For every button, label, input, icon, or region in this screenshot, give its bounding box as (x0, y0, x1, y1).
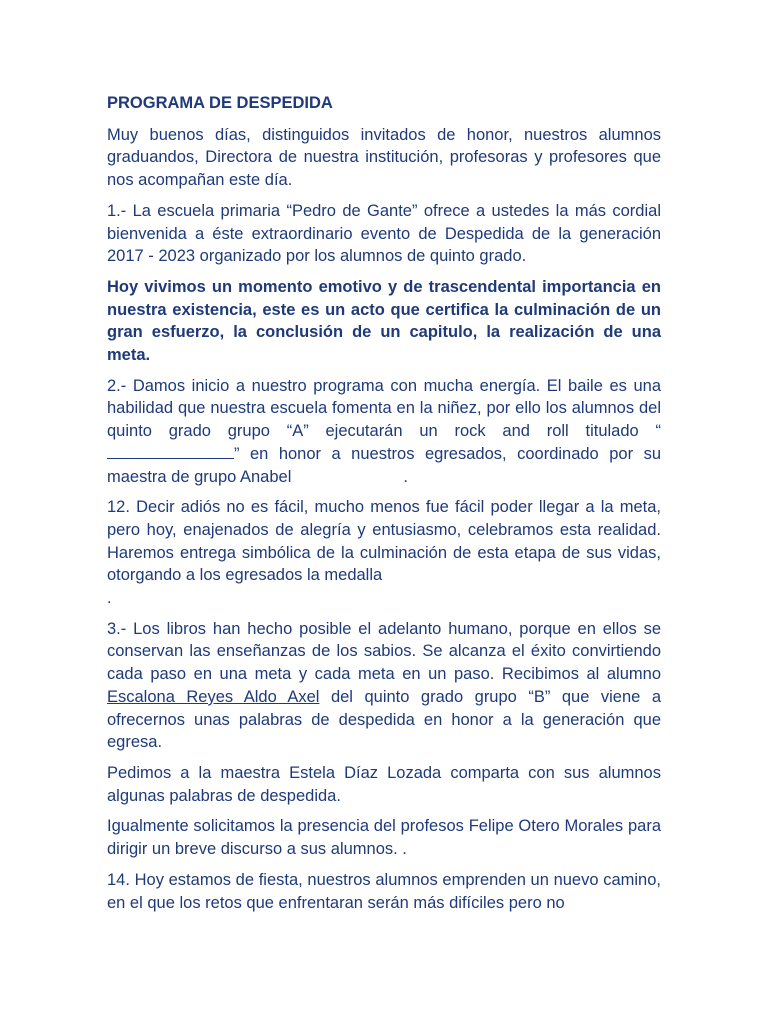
books-text-end: del quinto grado grupo “B” que viene a ofrecernos unas palabras de despedida en honor a la generación que egresa. (107, 687, 661, 752)
document-title: PROGRAMA DE DESPEDIDA (107, 94, 333, 112)
teacher-request-paragraph: Pedimos a la maestra Estela Díaz Lozada comparta con sus alumnos algunas palabras de despedida. (107, 763, 661, 805)
dance-text-start: 2.- Damos inicio a nuestro programa con mucha energía. El baile es una habilidad que nuestra escuela fomenta en la niñez, por ello los alumnos del quinto grado grupo “A” ejecutarán un rock and roll titulado “ (107, 376, 661, 441)
dance-title-blank (107, 444, 234, 459)
books-paragraph (107, 618, 661, 754)
dance-period: . (403, 467, 408, 486)
emotive-moment-paragraph: Hoy vivimos un momento emotivo y de trascendental importancia en nuestra existencia, este es un acto que certifica la culminación de un gran esfuerzo, la conclusión de un capitulo, la realización de una meta. (107, 277, 661, 365)
farewell-period: . (107, 589, 112, 608)
greeting-paragraph: Muy buenos días, distinguidos invitados de honor, nuestros alumnos graduandos, Directora de nuestra institución, profesoras y profesores que nos acompañan este día. (107, 125, 661, 190)
document-page (107, 92, 661, 922)
welcome-paragraph: 1.- La escuela primaria “Pedro de Gante” ofrece a ustedes la más cordial bienvenida a éste extraordinario evento de Despedida de la generación 2017 - 2023 organizado por los alumnos de quinto grado. (107, 201, 661, 266)
professor-request-paragraph: Igualmente solicitamos la presencia del profesos Felipe Otero Morales para dirigir un breve discurso a sus alumnos. . (107, 817, 661, 859)
student-name: Escalona Reyes Aldo Axel (107, 687, 320, 706)
dance-text-end: ” en honor a nuestros egresados, coordinado por su maestra de grupo Anabel (107, 444, 661, 486)
dance-paragraph (107, 375, 661, 489)
farewell-text: 12. Decir adiós no es fácil, mucho menos fue fácil poder llegar a la meta, pero hoy, enajenados de alegría y entusiasmo, celebramos esta realidad. Haremos entrega simbólica de la culminación de esta etapa de sus vidas, otorgando a los egresados la medalla (107, 498, 661, 585)
farewell-medal-paragraph (107, 496, 661, 610)
books-text-start: 3.- Los libros han hecho posible el adelanto humano, porque en ellos se conservan las enseñanzas de los sabios. Se alcanza el éxito convirtiendo cada paso en una meta y cada meta en un paso. Recibimos al alumno (107, 619, 661, 684)
celebration-paragraph: 14. Hoy estamos de fiesta, nuestros alumnos emprenden un nuevo camino, en el que los retos que enfrentaran serán más difíciles pero no (107, 870, 661, 912)
